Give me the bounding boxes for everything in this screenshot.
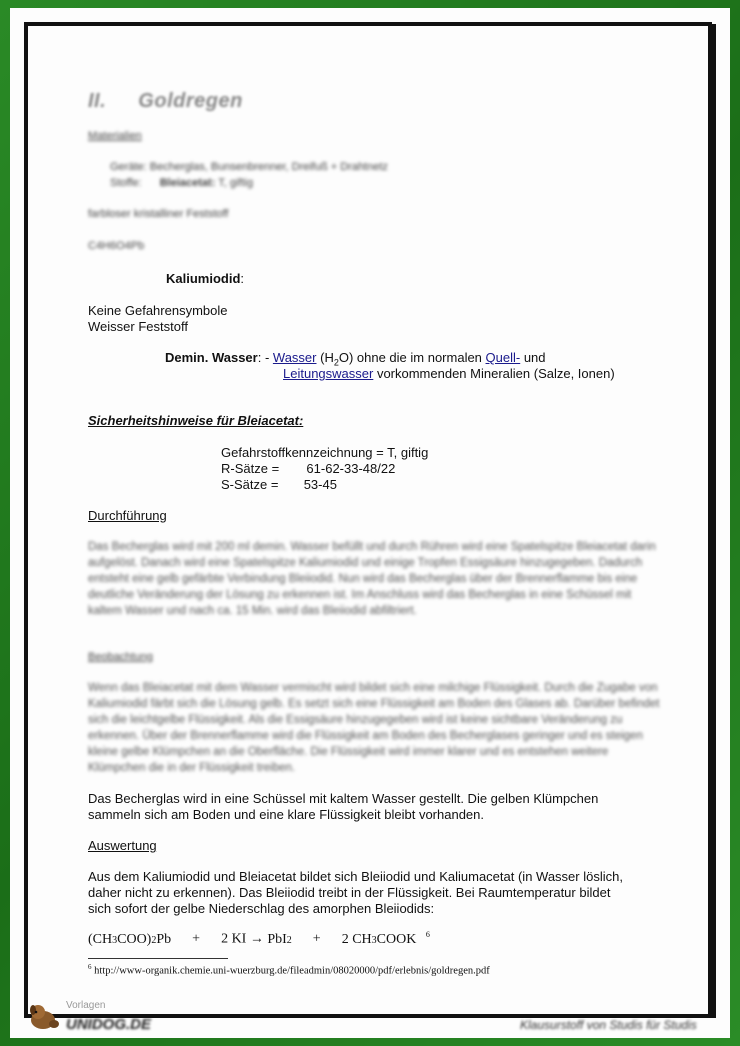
- product-kaliumacetat: [342, 932, 417, 947]
- kaliumiodid-colon: :: [240, 271, 245, 286]
- durchfuehrung-text: Das Becherglas wird mit 200 ml demin. Wasser befüllt und durch Rühren wird eine Spatelspitze Bleiacetat darin aufgelöst. Danach wird eine Spatelspitze Kaliumiodid und einige Tropfen Essigsäure hinzugegeben. Dadurch entsteht eine gelb gefärbte Verbindung Bleiiodid. Nun wird das Becherglas über der Brennerflamme bis eine deutliche Veränderung der Lösung zu erkennen ist. Im Anschluss wird das Becherglas in eine Schüssel mit kaltem Wasser und nach ca. 15 Min. wird das Bleiiodid abfiltriert.: [88, 541, 656, 617]
- p2-sub: 3: [371, 934, 377, 946]
- materials-formula: C4H6O4Pb: [88, 240, 145, 252]
- footnote-number: 6: [88, 963, 92, 971]
- dog-icon: [26, 1002, 64, 1032]
- r-saetze-line: [221, 461, 395, 476]
- kaliumiodid-line2: Weisser Feststoff: [88, 319, 188, 334]
- stoffe-label: Stoffe:: [110, 177, 142, 189]
- stoffe-value: T, giftig: [218, 177, 254, 189]
- beobachtung-text: Wenn das Bleiacetat mit dem Wasser vermischt wird bildet sich eine milchige Flüssigkeit. Durch die Zugabe von Kaliumiodid färbt sich die Lösung gelb. Es setzt sich eine Flüssigkeit am Boden des Glases ab. Darüber befindet sich die leichtgelbe Flüssigkeit. Als die Essigsäure hinzugegeben wird ist keine sichtbare Veränderung zu erkennen. Über der Brennerflamme wird die Flüssigkeit am Boden des Becherglases geringer und es steigen kleine gelbe Klümpchen an die Oberfläche. Die Flüssigkeit wird immer klarer und es entstehen weitere Klümpchen die in der Flüssigkeit treiben.: [88, 682, 660, 774]
- r1-pre: (CH: [88, 931, 113, 947]
- footnote: [88, 963, 490, 977]
- auswertung-line1: Aus dem Kaliumiodid und Bleiacetat bildet sich Bleiiodid und Kaliumacetat (in Wasser löslich,: [88, 869, 623, 884]
- reaction-equation: [88, 930, 430, 948]
- wasser-formula-post: O) ohne die im normalen: [338, 350, 486, 365]
- wasser-link[interactable]: Wasser: [272, 350, 317, 365]
- footnote-separator: [88, 958, 228, 959]
- plus-sign: +: [192, 931, 201, 947]
- materials-description: farbloser kristalliner Feststoff: [88, 208, 229, 220]
- wasser-formula-pre: (H: [320, 350, 334, 365]
- geraete-value: Becherglas, Bunsenbrenner, Dreifuß + Drahtnetz: [149, 161, 388, 173]
- safety-heading: Sicherheitshinweise für Bleiacetat:: [88, 413, 304, 428]
- beobachtung-clear-line2: sammeln sich am Boden und eine klare Flüssigkeit bleibt vorhanden.: [88, 807, 484, 822]
- wasser-sep: : -: [257, 350, 273, 365]
- wasser-rest: vorkommenden Mineralien (Salze, Ionen): [373, 366, 615, 381]
- wasser-label: Demin. Wasser: [165, 350, 258, 365]
- auswertung-line3: sich sofort der gelbe Niederschlag des amorphen Bleiiodids:: [88, 901, 435, 916]
- geraete-label: Geräte:: [110, 161, 147, 173]
- r1-sub3: 3: [112, 934, 118, 946]
- r1-post: Pb: [156, 931, 172, 947]
- footer-logo: [26, 1000, 156, 1034]
- p2-post: COOK: [376, 931, 417, 947]
- safety-line1: Gefahrstoffkennzeichnung = T, giftig: [221, 445, 429, 460]
- footnote-url[interactable]: http://www-organik.chemie.uni-wuerzburg.de/fileadmin/08020000/pdf/erlebnis/goldregen.pdf: [94, 965, 490, 977]
- wasser-and: und: [520, 350, 546, 365]
- section-number: II.: [88, 90, 107, 112]
- wasser-line1: [165, 350, 546, 368]
- r-saetze-label: R-Sätze =: [221, 461, 280, 476]
- reactant-ki: 2 KI: [221, 931, 247, 947]
- vorlagen-label: Vorlagen: [66, 1000, 106, 1011]
- r1-sub2: 2: [151, 934, 157, 946]
- r-saetze-value: 61-62-33-48/22: [306, 461, 396, 476]
- s-saetze-line: [221, 477, 337, 492]
- footnote-ref: 6: [425, 930, 430, 939]
- s-saetze-value: 53-45: [303, 477, 337, 492]
- geraete-line: [110, 161, 388, 173]
- stoffe-line: [110, 177, 253, 189]
- footer-right-text: Klausurstoff von Studis für Studis: [520, 1018, 697, 1032]
- quell-link[interactable]: Quell-: [485, 350, 521, 365]
- r1-mid: COO): [117, 931, 152, 947]
- p2-pre: 2 CH: [341, 931, 372, 947]
- beobachtung-heading: Beobachtung: [88, 651, 153, 663]
- kaliumiodid-title: [166, 271, 244, 286]
- kaliumiodid-line1: Keine Gefahrensymbole: [88, 303, 228, 318]
- wasser-line2: [283, 366, 615, 381]
- product-pbi2: [267, 932, 291, 947]
- leitungswasser-link[interactable]: Leitungswasser: [283, 366, 374, 381]
- brand-logo-text: UNIDOG.DE: [66, 1016, 152, 1033]
- auswertung-line2: daher nicht zu erkennen). Das Bleiiodid treibt in der Flüssigkeit. Bei Raumtemperatur bildet: [88, 885, 611, 900]
- auswertung-heading: Auswertung: [88, 838, 157, 853]
- beobachtung-clear-line1: Das Becherglas wird in eine Schüssel mit kaltem Wasser gestellt. Die gelben Klümpchen: [88, 791, 599, 806]
- plus-sign: +: [312, 931, 321, 947]
- arrow-right-icon: →: [249, 931, 264, 947]
- p1-sub: 2: [286, 934, 292, 946]
- kaliumiodid-name: Kaliumiodid: [166, 271, 241, 286]
- section-heading: [88, 90, 243, 113]
- stoffe-bold: Bleiacetat:: [159, 177, 216, 189]
- wasser-formula-sub: 2: [333, 357, 339, 368]
- frame-shadow: [710, 24, 716, 1018]
- s-saetze-label: S-Sätze =: [221, 477, 279, 492]
- materials-heading: Materialien: [88, 130, 142, 142]
- reactant-bleiacetat: [88, 932, 171, 947]
- section-title: Goldregen: [138, 90, 243, 112]
- p1-pre: PbI: [267, 931, 287, 947]
- durchfuehrung-heading: Durchführung: [88, 508, 167, 523]
